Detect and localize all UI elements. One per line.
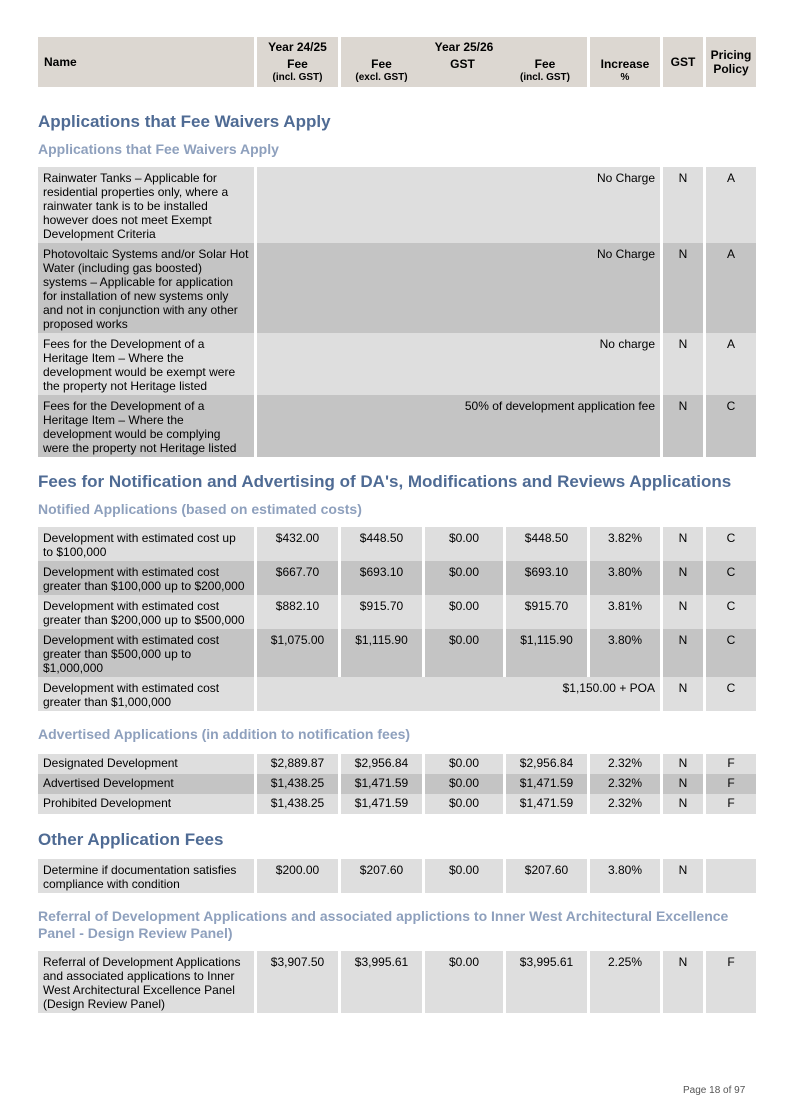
row-name: Advertised Development <box>38 774 254 794</box>
row-fee: No Charge <box>257 167 660 243</box>
row-fee-excl: $915.70 <box>341 595 422 629</box>
row-fee-2425: $882.10 <box>257 595 338 629</box>
table-row <box>38 395 756 457</box>
row-gst: N <box>663 794 703 814</box>
row-policy: C <box>706 561 756 595</box>
header-percent: % <box>620 72 630 83</box>
header-pricing-policy <box>706 37 756 87</box>
row-fee: $1,150.00 + POA <box>257 677 660 711</box>
header-name: Name <box>38 37 254 87</box>
row-increase: 2.32% <box>590 774 660 794</box>
row-name: Fees for the Development of a Heritage Item – Where the development would be complying were the property not Heritage listed <box>38 395 254 457</box>
row-fee: No charge <box>257 333 660 395</box>
row-fee-excl: $207.60 <box>341 859 422 893</box>
row-gst-amount: $0.00 <box>425 595 503 629</box>
row-name: Development with estimated cost up to $100,000 <box>38 527 254 561</box>
row-name: Photovoltaic Systems and/or Solar Hot Water (including gas boosted) systems – Applicable for application for installation of new systems only and not in conjunction with any other proposed works <box>38 243 254 333</box>
row-increase: 3.80% <box>590 859 660 893</box>
row-fee-2425: $667.70 <box>257 561 338 595</box>
row-gst-amount: $0.00 <box>425 629 503 677</box>
table-row <box>38 951 756 1013</box>
row-fee-2425: $3,907.50 <box>257 951 338 1013</box>
row-fee-incl: $1,471.59 <box>506 774 587 794</box>
row-fee-2425: $2,889.87 <box>257 754 338 774</box>
row-policy: A <box>706 167 756 243</box>
row-fee-excl: $1,115.90 <box>341 629 422 677</box>
row-fee-2425: $1,438.25 <box>257 774 338 794</box>
header-gst-amount: GST <box>450 57 475 71</box>
row-name: Development with estimated cost greater than $1,000,000 <box>38 677 254 711</box>
header-increase-label: Increase <box>600 57 650 71</box>
row-gst: N <box>663 774 703 794</box>
table-row <box>38 527 756 561</box>
row-name: Development with estimated cost greater than $100,000 up to $200,000 <box>38 561 254 595</box>
row-fee-incl: $693.10 <box>506 561 587 595</box>
row-policy: F <box>706 951 756 1013</box>
row-increase: 2.32% <box>590 794 660 814</box>
row-fee-incl: $915.70 <box>506 595 587 629</box>
header-year2-label: Year 25/26 <box>434 40 494 54</box>
row-policy: C <box>706 677 756 711</box>
header-fee-label: Fee <box>287 57 308 71</box>
header-year1-fee <box>257 37 338 87</box>
fee-schedule-page <box>38 37 752 1013</box>
row-fee-2425: $1,438.25 <box>257 794 338 814</box>
row-gst-amount: $0.00 <box>425 527 503 561</box>
row-name: Designated Development <box>38 754 254 774</box>
row-gst: N <box>663 595 703 629</box>
header-incl-gst-2: (incl. GST) <box>520 72 570 83</box>
table-row <box>38 333 756 395</box>
table-row <box>38 774 756 794</box>
row-fee-excl: $3,995.61 <box>341 951 422 1013</box>
table-row <box>38 754 756 774</box>
row-increase: 3.82% <box>590 527 660 561</box>
row-name: Prohibited Development <box>38 794 254 814</box>
row-fee: No Charge <box>257 243 660 333</box>
row-fee: 50% of development application fee <box>257 395 660 457</box>
section-title-waivers: Applications that Fee Waivers Apply <box>38 112 331 131</box>
row-policy: A <box>706 243 756 333</box>
row-name: Fees for the Development of a Heritage Item – Where the development would be exempt were the property not Heritage listed <box>38 333 254 395</box>
row-fee-excl: $693.10 <box>341 561 422 595</box>
header-year2 <box>341 37 587 87</box>
table-row <box>38 243 756 333</box>
row-policy: C <box>706 527 756 561</box>
header-fee-excl-label: Fee <box>371 57 392 71</box>
row-fee-excl: $1,471.59 <box>341 794 422 814</box>
row-fee-2425: $1,075.00 <box>257 629 338 677</box>
header-gst: GST <box>663 37 703 87</box>
row-increase: 3.80% <box>590 629 660 677</box>
row-policy: F <box>706 754 756 774</box>
row-gst-amount: $0.00 <box>425 754 503 774</box>
row-name: Rainwater Tanks – Applicable for residential properties only, where a rainwater tank is to be installed however does not meet Exempt Development Criteria <box>38 167 254 243</box>
row-fee-incl: $448.50 <box>506 527 587 561</box>
row-increase: 2.25% <box>590 951 660 1013</box>
row-policy: A <box>706 333 756 395</box>
row-name: Referral of Development Applications and associated applications to Inner West Architectural Excellence Panel (Design Review Panel) <box>38 951 254 1013</box>
row-fee-incl: $1,115.90 <box>506 629 587 677</box>
row-gst: N <box>663 951 703 1013</box>
row-fee-excl: $2,956.84 <box>341 754 422 774</box>
advertised-table <box>35 754 759 814</box>
row-gst-amount: $0.00 <box>425 794 503 814</box>
table-row <box>38 595 756 629</box>
row-fee-incl: $1,471.59 <box>506 794 587 814</box>
row-gst-amount: $0.00 <box>425 859 503 893</box>
row-gst: N <box>663 677 703 711</box>
notified-table <box>35 527 759 711</box>
page-number: Page 18 of 97 <box>683 1085 746 1096</box>
section-subtitle-advertised: Advertised Applications (in addition to notification fees) <box>38 726 411 742</box>
row-fee-2425: $200.00 <box>257 859 338 893</box>
row-name: Development with estimated cost greater than $200,000 up to $500,000 <box>38 595 254 629</box>
header-fee-incl-label: Fee <box>534 57 556 71</box>
row-policy: F <box>706 774 756 794</box>
row-policy: C <box>706 395 756 457</box>
row-gst: N <box>663 395 703 457</box>
referral-table <box>35 951 759 1013</box>
row-fee-incl: $207.60 <box>506 859 587 893</box>
row-increase: 3.81% <box>590 595 660 629</box>
row-gst-amount: $0.00 <box>425 561 503 595</box>
row-increase: 2.32% <box>590 754 660 774</box>
row-policy <box>706 859 756 893</box>
section-subtitle-referral: Referral of Development Applications and associated applictions to Inner West Architectural Excellence Panel - Design Review Panel) <box>38 908 729 941</box>
waivers-table <box>35 167 759 457</box>
column-header <box>35 37 759 87</box>
header-year1: Year 24/25 <box>268 40 327 54</box>
header-increase <box>590 37 660 87</box>
table-row <box>38 677 756 711</box>
table-row <box>38 167 756 243</box>
header-policy: Policy <box>713 62 749 76</box>
row-gst: N <box>663 561 703 595</box>
row-fee-incl: $2,956.84 <box>506 754 587 774</box>
row-fee-excl: $448.50 <box>341 527 422 561</box>
row-fee-2425: $432.00 <box>257 527 338 561</box>
other-table <box>35 859 759 893</box>
section-title-other: Other Application Fees <box>38 830 224 849</box>
table-row <box>38 629 756 677</box>
row-gst: N <box>663 754 703 774</box>
row-gst: N <box>663 167 703 243</box>
row-gst: N <box>663 629 703 677</box>
row-gst-amount: $0.00 <box>425 951 503 1013</box>
table-row <box>38 561 756 595</box>
row-name: Development with estimated cost greater than $500,000 up to $1,000,000 <box>38 629 254 677</box>
table-row <box>38 794 756 814</box>
row-policy: C <box>706 629 756 677</box>
table-row <box>38 859 756 893</box>
row-fee-incl: $3,995.61 <box>506 951 587 1013</box>
row-increase: 3.80% <box>590 561 660 595</box>
header-excl-gst: (excl. GST) <box>355 72 408 83</box>
row-policy: C <box>706 595 756 629</box>
header-pricing: Pricing <box>710 48 752 62</box>
row-name: Determine if documentation satisfies compliance with condition <box>38 859 254 893</box>
row-gst-amount: $0.00 <box>425 774 503 794</box>
row-gst: N <box>663 859 703 893</box>
header-incl-gst: (incl. GST) <box>272 72 323 83</box>
section-title-notification: Fees for Notification and Advertising of DA's, Modifications and Reviews Applications <box>38 472 732 491</box>
row-gst: N <box>663 527 703 561</box>
row-policy: F <box>706 794 756 814</box>
section-subtitle-notified: Notified Applications (based on estimated costs) <box>38 501 362 517</box>
section-subtitle-waivers: Applications that Fee Waivers Apply <box>38 141 279 157</box>
row-gst: N <box>663 333 703 395</box>
row-fee-excl: $1,471.59 <box>341 774 422 794</box>
row-gst: N <box>663 243 703 333</box>
